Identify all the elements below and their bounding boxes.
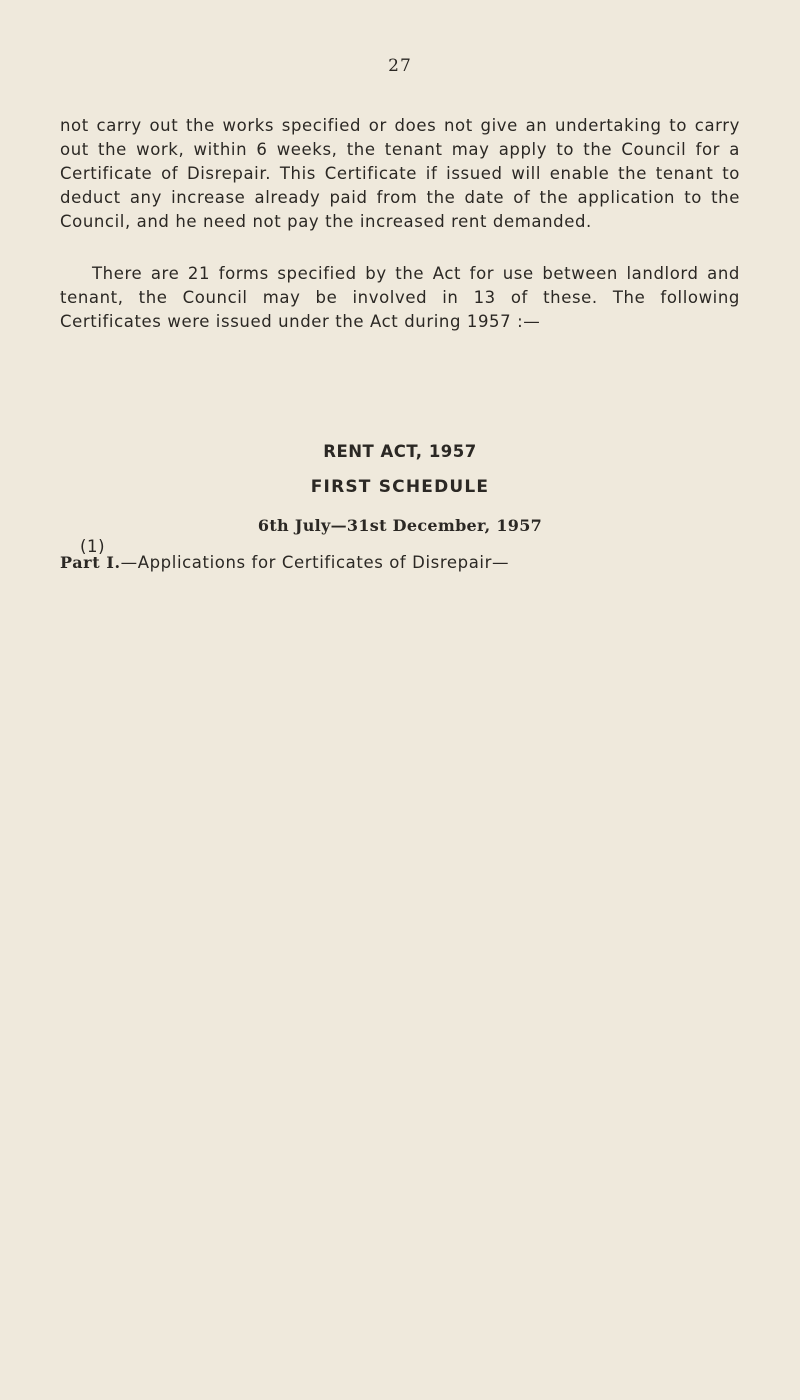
- heading-first-schedule: FIRST SCHEDULE: [310, 477, 490, 497]
- heading-period: 6th July—31st December, 1957: [257, 516, 543, 535]
- part-one-heading: [60, 553, 750, 572]
- page-number: 27: [388, 56, 412, 76]
- part-one-title: —Applications for Certificates of Disrepair—: [120, 553, 510, 572]
- item-number: (1): [80, 537, 106, 556]
- paragraph-forms: There are 21 forms specified by the Act for use between landlord and tenant, the Council may be involved in 13 of these. The following Certificates were issued under the Act during 1957 :—: [60, 264, 740, 331]
- paragraph-disrepair: not carry out the works specified or does not give an undertaking to carry out the work, within 6 weeks, the tenant may apply to the Council for a Certificate of Disrepair. This Certificate if issued will enable the tenant to deduct any increase already paid from the date of the application to the Council, and he need not pay the increased rent demanded.: [60, 116, 740, 231]
- part-one-label: Part I.: [60, 553, 121, 572]
- heading-rent-act: RENT ACT, 1957: [323, 442, 477, 461]
